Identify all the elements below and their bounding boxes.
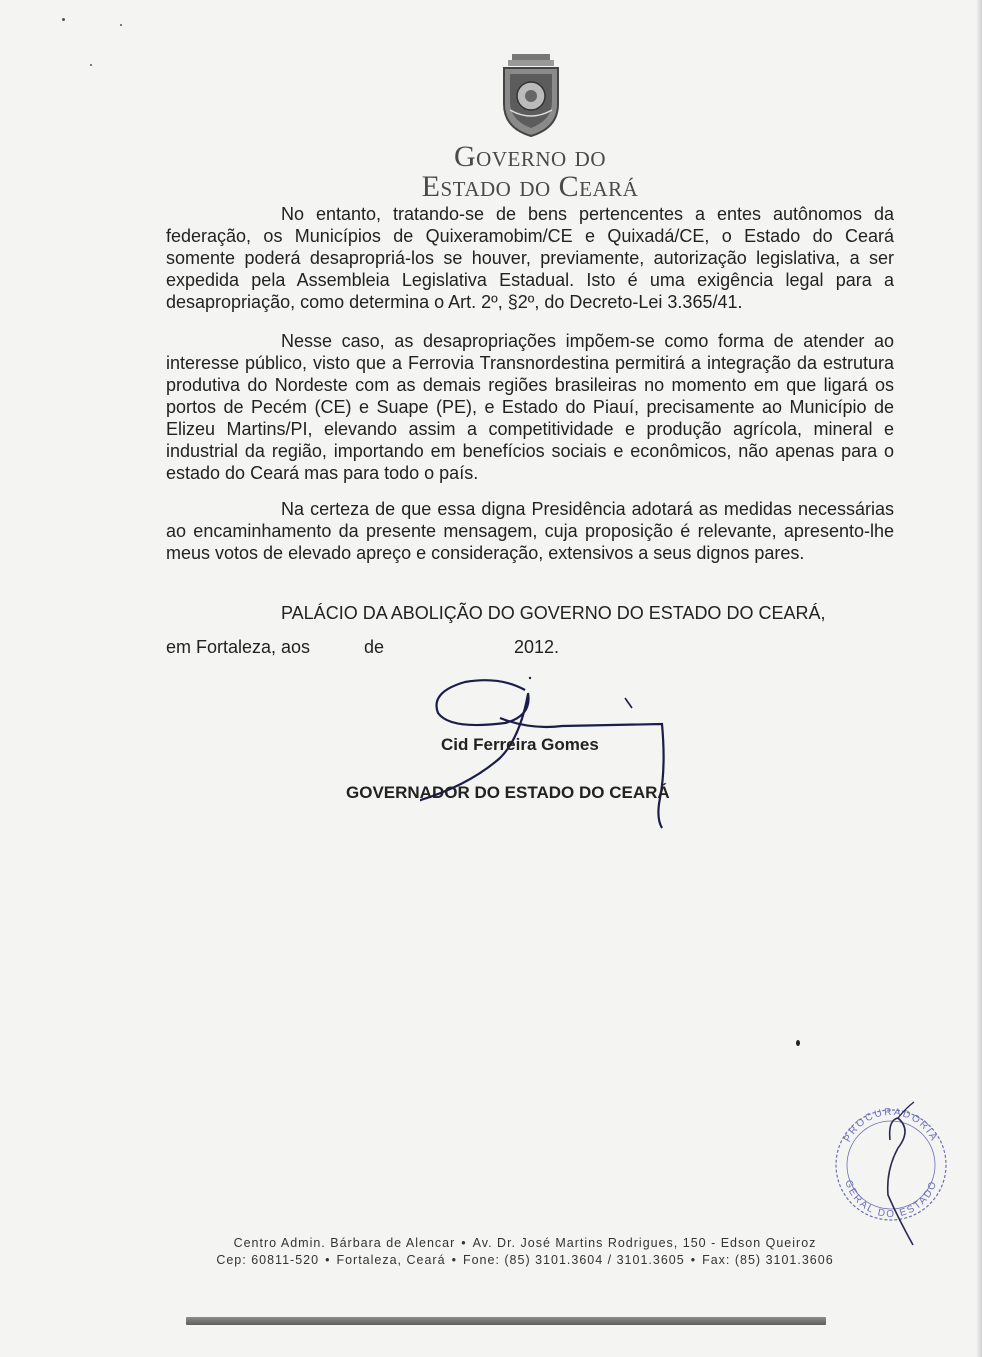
header-title-line2: Estado do Ceará <box>421 170 639 203</box>
scan-speck <box>120 24 122 26</box>
paragraph-2 <box>166 330 894 484</box>
stamp-text-top: PROCURADORIA <box>842 1106 940 1145</box>
date-de: de <box>364 637 385 657</box>
scan-speck <box>796 1040 800 1046</box>
footer-separator: • <box>325 1253 331 1267</box>
footer-text: Cep: 60811-520 <box>216 1253 320 1267</box>
signer-title: GOVERNADOR DO ESTADO DO CEARÁ <box>346 783 670 802</box>
footer-bar <box>186 1317 826 1325</box>
footer-text: Fax: (85) 3101.3606 <box>702 1253 834 1267</box>
date-year: 2012. <box>514 637 560 657</box>
paragraph-3 <box>166 498 894 564</box>
paragraph-text: Nesse caso, as desapropriações impõem-se como forma de atender ao interesse público, visto que a Ferrovia Transnordestina permitirá a integração da estrutura produtiva do Nordeste com as demais regiões brasileiras no momento em que ligará os portos de Pecém (CE) e Suape (PE), e Estado do Piauí, precisamente ao Município de Elizeu Martins/PI, elevando assim a competitividade e produção agrícola, mineral e industrial da região, importando em benefícios sociais e econômicos, não apenas para o estado do Ceará mas para todo o país. <box>166 331 894 483</box>
closing-palace: PALÁCIO DA ABOLIÇÃO DO GOVERNO DO ESTADO DO CEARÁ, <box>281 603 826 623</box>
date-prefix: em Fortaleza, aos <box>166 637 311 657</box>
coat-of-arms-icon <box>496 52 566 138</box>
scan-speck <box>62 18 65 21</box>
footer-text: Fone: (85) 3101.3604 / 3101.3605 <box>462 1253 685 1267</box>
footer-text: Centro Admin. Bárbara de Alencar <box>233 1236 456 1250</box>
footer-text: Fortaleza, Ceará <box>336 1253 446 1267</box>
header-title-line1: Governo do <box>454 140 606 173</box>
footer-text: Av. Dr. José Martins Rodrigues, 150 - Edson Queiroz <box>472 1236 817 1250</box>
paragraph-text: No entanto, tratando-se de bens pertencentes a entes autônomos da federação, os Municípios de Quixeramobim/CE e Quixadá/CE, o Estado do Ceará somente poderá desapropriá-los se houver, previamente, autorização legislativa, a ser expedida pela Assembleia Legislativa Estadual. Isto é uma exigência legal para a desapropriação, como determina o Art. 2º, §2º, do Decreto-Lei 3.365/41. <box>166 204 894 312</box>
paragraph-1 <box>166 203 894 313</box>
scan-speck <box>90 64 92 66</box>
procuradoria-stamp <box>828 1100 954 1250</box>
paragraph-text: Na certeza de que essa digna Presidência adotará as medidas necessárias ao encaminhamento da presente mensagem, cuja proposição é relevante, apresento-lhe meus votos de elevado apreço e consideração, extensivos a seus dignos pares. <box>166 499 894 563</box>
footer-address-line1 <box>150 1236 900 1250</box>
stamp-text-bottom: GERAL DO ESTADO <box>842 1178 940 1221</box>
footer-address-line2 <box>150 1253 900 1267</box>
signer-name: Cid Ferreira Gomes <box>441 735 599 754</box>
footer-separator: • <box>451 1253 457 1267</box>
footer-separator: • <box>461 1236 467 1250</box>
scan-edge <box>976 0 982 1357</box>
footer-separator: • <box>690 1253 697 1267</box>
svg-text:GERAL DO ESTADO <box>842 1179 939 1220</box>
